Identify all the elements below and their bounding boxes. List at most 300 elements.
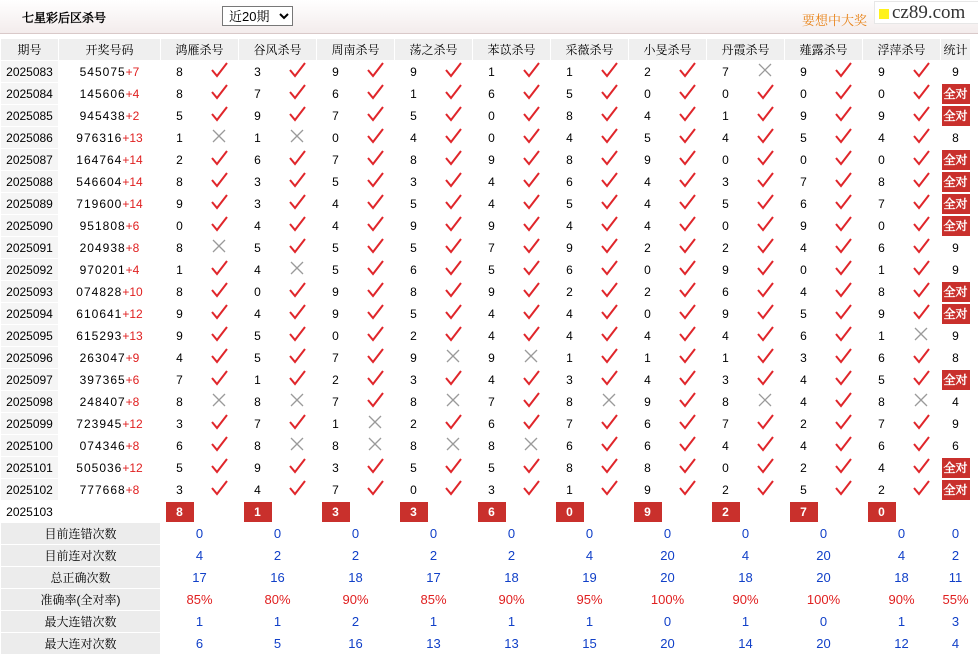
check-mark-icon (277, 325, 317, 347)
current-kill-badge: 1 (244, 502, 272, 522)
kill-value: 7 (317, 391, 355, 413)
check-mark-icon (667, 303, 707, 325)
check-mark-icon (511, 281, 551, 303)
check-mark-icon (433, 369, 473, 391)
cross-mark-icon (511, 435, 551, 457)
draw-numbers: 164764 (76, 152, 123, 167)
stat-cell (941, 479, 971, 501)
check-mark-icon (745, 325, 785, 347)
kill-value: 3 (161, 479, 199, 501)
issue-cell: 2025085 (1, 105, 59, 127)
check-mark-icon (823, 325, 863, 347)
current-kill-badge: 0 (868, 502, 896, 522)
check-mark-icon (823, 303, 863, 325)
stats-value-total: 4 (941, 633, 971, 655)
stat-cell (941, 193, 971, 215)
check-mark-icon (433, 237, 473, 259)
draw-numbers: 951808 (79, 218, 126, 233)
kill-value: 7 (785, 171, 823, 193)
kill-value: 1 (239, 127, 277, 149)
back-number: +13 (122, 328, 143, 343)
kill-value: 0 (317, 325, 355, 347)
issue-cell: 2025091 (1, 237, 59, 259)
kill-value: 4 (239, 259, 277, 281)
stats-value: 20 (629, 567, 707, 589)
draw-numbers-cell (59, 83, 161, 105)
check-mark-icon (745, 171, 785, 193)
kill-value: 0 (473, 105, 511, 127)
all-correct-badge: 全对 (942, 216, 970, 236)
kill-value: 4 (551, 303, 589, 325)
table-row (1, 61, 971, 83)
kill-value: 4 (473, 303, 511, 325)
cross-mark-icon (277, 391, 317, 413)
check-mark-icon (199, 435, 239, 457)
kill-value: 7 (161, 369, 199, 391)
kill-value: 6 (863, 435, 901, 457)
check-mark-icon (901, 193, 941, 215)
issue-cell: 2025087 (1, 149, 59, 171)
issue-cell: 2025088 (1, 171, 59, 193)
kill-value: 9 (473, 149, 511, 171)
issue-cell: 2025099 (1, 413, 59, 435)
check-mark-icon (823, 479, 863, 501)
cross-mark-icon (901, 325, 941, 347)
cross-mark-icon (199, 127, 239, 149)
col-header-killer: 浮萍杀号 (863, 39, 941, 61)
kill-value: 8 (161, 61, 199, 83)
stat-cell: 9 (941, 325, 971, 347)
kill-value: 2 (317, 369, 355, 391)
issue-cell: 2025101 (1, 457, 59, 479)
back-number: +4 (125, 86, 140, 101)
stats-value: 20 (785, 545, 863, 567)
kill-value: 6 (239, 149, 277, 171)
all-correct-badge: 全对 (942, 304, 970, 324)
check-mark-icon (589, 479, 629, 501)
draw-numbers-cell (59, 391, 161, 413)
check-mark-icon (511, 193, 551, 215)
kill-value: 3 (395, 171, 433, 193)
check-mark-icon (511, 413, 551, 435)
col-header-killer: 丹霞杀号 (707, 39, 785, 61)
kill-value: 1 (317, 413, 355, 435)
table-row (1, 259, 971, 281)
check-mark-icon (745, 83, 785, 105)
draw-numbers-cell (59, 259, 161, 281)
check-mark-icon (589, 61, 629, 83)
kill-value: 9 (161, 325, 199, 347)
check-mark-icon (355, 479, 395, 501)
check-mark-icon (433, 61, 473, 83)
check-mark-icon (355, 193, 395, 215)
check-mark-icon (589, 105, 629, 127)
all-correct-badge: 全对 (942, 282, 970, 302)
draw-numbers-cell (59, 193, 161, 215)
check-mark-icon (355, 303, 395, 325)
table-row (1, 347, 971, 369)
kill-value: 8 (239, 391, 277, 413)
stats-row (1, 567, 971, 589)
check-mark-icon (355, 347, 395, 369)
kill-value: 2 (863, 479, 901, 501)
check-mark-icon (199, 259, 239, 281)
cross-mark-icon (589, 391, 629, 413)
kill-value: 1 (473, 61, 511, 83)
kill-value: 5 (473, 259, 511, 281)
period-select[interactable] (222, 6, 293, 26)
all-correct-badge: 全对 (942, 106, 970, 126)
kill-value: 7 (317, 347, 355, 369)
current-kill-spacer (589, 501, 629, 523)
kill-value: 0 (395, 479, 433, 501)
check-mark-icon (277, 413, 317, 435)
kill-value: 8 (239, 435, 277, 457)
check-mark-icon (901, 61, 941, 83)
promo-link[interactable]: 要想中大奖 (802, 13, 868, 28)
check-mark-icon (667, 259, 707, 281)
stats-value: 90% (317, 589, 395, 611)
current-kill-spacer (199, 501, 239, 523)
check-mark-icon (667, 347, 707, 369)
check-mark-icon (823, 149, 863, 171)
check-mark-icon (745, 259, 785, 281)
stat-cell (941, 105, 971, 127)
stat-cell (941, 171, 971, 193)
kill-value: 1 (551, 347, 589, 369)
kill-value: 9 (161, 193, 199, 215)
check-mark-icon (277, 281, 317, 303)
kill-value: 8 (551, 149, 589, 171)
check-mark-icon (667, 105, 707, 127)
back-number: +8 (125, 240, 140, 255)
check-mark-icon (277, 347, 317, 369)
kill-value: 5 (395, 303, 433, 325)
kill-value: 6 (317, 83, 355, 105)
kill-value: 8 (395, 435, 433, 457)
current-kill-badge: 8 (166, 502, 194, 522)
kill-value: 8 (707, 391, 745, 413)
current-kill-badge: 9 (634, 502, 662, 522)
kill-value: 0 (863, 83, 901, 105)
check-mark-icon (433, 127, 473, 149)
kill-value: 8 (395, 391, 433, 413)
kill-value: 3 (239, 193, 277, 215)
kill-value: 0 (707, 457, 745, 479)
all-correct-badge: 全对 (942, 172, 970, 192)
stats-value: 1 (161, 611, 239, 633)
col-header-numbers: 开奖号码 (59, 39, 161, 61)
kill-value: 7 (551, 413, 589, 435)
check-mark-icon (667, 479, 707, 501)
check-mark-icon (277, 369, 317, 391)
kill-value: 7 (473, 391, 511, 413)
kill-value: 9 (473, 347, 511, 369)
stats-label: 最大连错次数 (1, 611, 161, 633)
current-stat-cell (941, 501, 971, 523)
check-mark-icon (667, 149, 707, 171)
table-row (1, 193, 971, 215)
stats-row (1, 611, 971, 633)
kill-value: 8 (395, 281, 433, 303)
check-mark-icon (511, 259, 551, 281)
kill-value: 0 (707, 83, 745, 105)
check-mark-icon (511, 369, 551, 391)
table-row (1, 281, 971, 303)
kill-value: 8 (629, 457, 667, 479)
check-mark-icon (433, 413, 473, 435)
table-row (1, 303, 971, 325)
kill-value: 2 (395, 325, 433, 347)
check-mark-icon (511, 479, 551, 501)
stats-value: 2 (395, 545, 473, 567)
stats-value: 100% (629, 589, 707, 611)
cross-mark-icon (355, 435, 395, 457)
issue-cell: 2025097 (1, 369, 59, 391)
site-logo[interactable] (874, 1, 978, 24)
check-mark-icon (433, 215, 473, 237)
kill-value: 4 (785, 369, 823, 391)
cross-mark-icon (433, 435, 473, 457)
kill-value: 4 (863, 457, 901, 479)
kill-value: 5 (629, 127, 667, 149)
kill-value: 1 (629, 347, 667, 369)
check-mark-icon (901, 215, 941, 237)
stats-value: 19 (551, 567, 629, 589)
check-mark-icon (745, 479, 785, 501)
kill-value: 9 (317, 303, 355, 325)
all-correct-badge: 全对 (942, 458, 970, 478)
kill-value: 2 (707, 479, 745, 501)
table-row (1, 215, 971, 237)
check-mark-icon (823, 347, 863, 369)
check-mark-icon (355, 215, 395, 237)
table-row (1, 413, 971, 435)
kill-value: 8 (551, 105, 589, 127)
check-mark-icon (589, 435, 629, 457)
draw-numbers-cell (59, 281, 161, 303)
check-mark-icon (355, 61, 395, 83)
col-header-killer: 荡之杀号 (395, 39, 473, 61)
check-mark-icon (901, 413, 941, 435)
kill-value: 4 (863, 127, 901, 149)
check-mark-icon (901, 457, 941, 479)
col-header-killer: 薤露杀号 (785, 39, 863, 61)
kill-value: 2 (629, 61, 667, 83)
check-mark-icon (589, 193, 629, 215)
kill-value: 9 (707, 303, 745, 325)
check-mark-icon (901, 369, 941, 391)
kill-value: 8 (863, 391, 901, 413)
check-mark-icon (667, 369, 707, 391)
check-mark-icon (745, 347, 785, 369)
current-kill-spacer (511, 501, 551, 523)
kill-value: 5 (239, 347, 277, 369)
kill-value: 2 (707, 237, 745, 259)
stats-value: 1 (707, 611, 785, 633)
current-issue: 2025103 (1, 501, 59, 523)
check-mark-icon (277, 149, 317, 171)
issue-cell: 2025089 (1, 193, 59, 215)
kill-value: 5 (161, 457, 199, 479)
kill-value: 6 (785, 325, 823, 347)
draw-numbers: 505036 (76, 460, 123, 475)
draw-numbers-cell (59, 237, 161, 259)
stats-value: 15 (551, 633, 629, 655)
kill-value: 5 (161, 105, 199, 127)
kill-value: 5 (395, 193, 433, 215)
issue-cell: 2025095 (1, 325, 59, 347)
current-kill-label: 当前期杀号 (59, 501, 161, 523)
kill-value: 5 (785, 127, 823, 149)
kill-value: 5 (239, 325, 277, 347)
check-mark-icon (355, 391, 395, 413)
back-number: +14 (122, 174, 143, 189)
check-mark-icon (901, 435, 941, 457)
stats-value: 2 (317, 545, 395, 567)
all-correct-badge: 全对 (942, 84, 970, 104)
kill-value: 0 (317, 127, 355, 149)
current-kill-spacer (277, 501, 317, 523)
kill-value: 5 (473, 457, 511, 479)
draw-numbers: 945438 (79, 108, 126, 123)
check-mark-icon (511, 391, 551, 413)
all-correct-badge: 全对 (942, 480, 970, 500)
kill-value: 4 (473, 193, 511, 215)
stats-value: 5 (239, 633, 317, 655)
check-mark-icon (667, 215, 707, 237)
kill-value: 0 (785, 83, 823, 105)
check-mark-icon (511, 105, 551, 127)
kill-value: 7 (707, 61, 745, 83)
kill-value: 8 (395, 149, 433, 171)
kill-value: 4 (785, 237, 823, 259)
kill-value: 9 (863, 105, 901, 127)
kill-value: 4 (239, 303, 277, 325)
stats-value: 85% (161, 589, 239, 611)
check-mark-icon (433, 149, 473, 171)
stats-value: 17 (395, 567, 473, 589)
current-kill-cell (629, 501, 667, 523)
draw-numbers-cell (59, 435, 161, 457)
stats-value: 1 (239, 611, 317, 633)
cross-mark-icon (277, 259, 317, 281)
issue-cell: 2025083 (1, 61, 59, 83)
table-row (1, 457, 971, 479)
check-mark-icon (433, 259, 473, 281)
top-bar (0, 0, 978, 34)
kill-value: 5 (395, 457, 433, 479)
stats-label: 最大连对次数 (1, 633, 161, 655)
check-mark-icon (199, 83, 239, 105)
stats-row (1, 523, 971, 545)
draw-numbers-cell (59, 413, 161, 435)
kill-value: 0 (707, 215, 745, 237)
check-mark-icon (667, 413, 707, 435)
current-period-row (1, 501, 971, 523)
current-kill-cell (785, 501, 823, 523)
check-mark-icon (277, 61, 317, 83)
kill-value: 7 (863, 413, 901, 435)
current-kill-badge: 6 (478, 502, 506, 522)
check-mark-icon (199, 171, 239, 193)
stats-value: 85% (395, 589, 473, 611)
check-mark-icon (589, 127, 629, 149)
stats-row (1, 545, 971, 567)
check-mark-icon (901, 347, 941, 369)
check-mark-icon (901, 83, 941, 105)
kill-value: 3 (239, 61, 277, 83)
stat-cell: 9 (941, 413, 971, 435)
check-mark-icon (199, 413, 239, 435)
draw-numbers-cell (59, 479, 161, 501)
kill-value: 6 (707, 281, 745, 303)
kill-value: 9 (239, 457, 277, 479)
back-number: +9 (125, 350, 140, 365)
check-mark-icon (823, 237, 863, 259)
kill-value: 6 (863, 347, 901, 369)
kill-value: 2 (629, 237, 667, 259)
check-mark-icon (823, 457, 863, 479)
check-mark-icon (511, 171, 551, 193)
check-mark-icon (199, 193, 239, 215)
stats-row (1, 633, 971, 655)
kill-value: 5 (551, 83, 589, 105)
kill-value: 4 (473, 325, 511, 347)
stat-cell: 4 (941, 391, 971, 413)
check-mark-icon (511, 83, 551, 105)
check-mark-icon (199, 215, 239, 237)
stats-value: 0 (785, 523, 863, 545)
stat-cell (941, 281, 971, 303)
stats-value: 4 (551, 545, 629, 567)
kill-value: 7 (239, 413, 277, 435)
check-mark-icon (901, 259, 941, 281)
back-number: +12 (122, 460, 143, 475)
stats-value: 2 (317, 611, 395, 633)
check-mark-icon (199, 303, 239, 325)
check-mark-icon (667, 61, 707, 83)
kill-value: 4 (707, 435, 745, 457)
kill-value: 8 (473, 435, 511, 457)
cross-mark-icon (355, 413, 395, 435)
stats-value: 0 (551, 523, 629, 545)
check-mark-icon (277, 237, 317, 259)
check-mark-icon (355, 149, 395, 171)
kill-value: 3 (707, 171, 745, 193)
stats-value: 16 (239, 567, 317, 589)
kill-value: 0 (785, 259, 823, 281)
check-mark-icon (667, 457, 707, 479)
check-mark-icon (589, 413, 629, 435)
kill-value: 3 (161, 413, 199, 435)
stats-value: 13 (395, 633, 473, 655)
check-mark-icon (823, 193, 863, 215)
current-kill-spacer (901, 501, 941, 523)
check-mark-icon (667, 325, 707, 347)
stats-value: 0 (473, 523, 551, 545)
kill-value: 1 (161, 127, 199, 149)
stats-value: 1 (395, 611, 473, 633)
check-mark-icon (277, 105, 317, 127)
stats-value: 0 (239, 523, 317, 545)
check-mark-icon (433, 479, 473, 501)
check-mark-icon (901, 105, 941, 127)
back-number: +10 (122, 284, 143, 299)
kill-value: 6 (551, 259, 589, 281)
stats-value: 80% (239, 589, 317, 611)
kill-value: 3 (785, 347, 823, 369)
